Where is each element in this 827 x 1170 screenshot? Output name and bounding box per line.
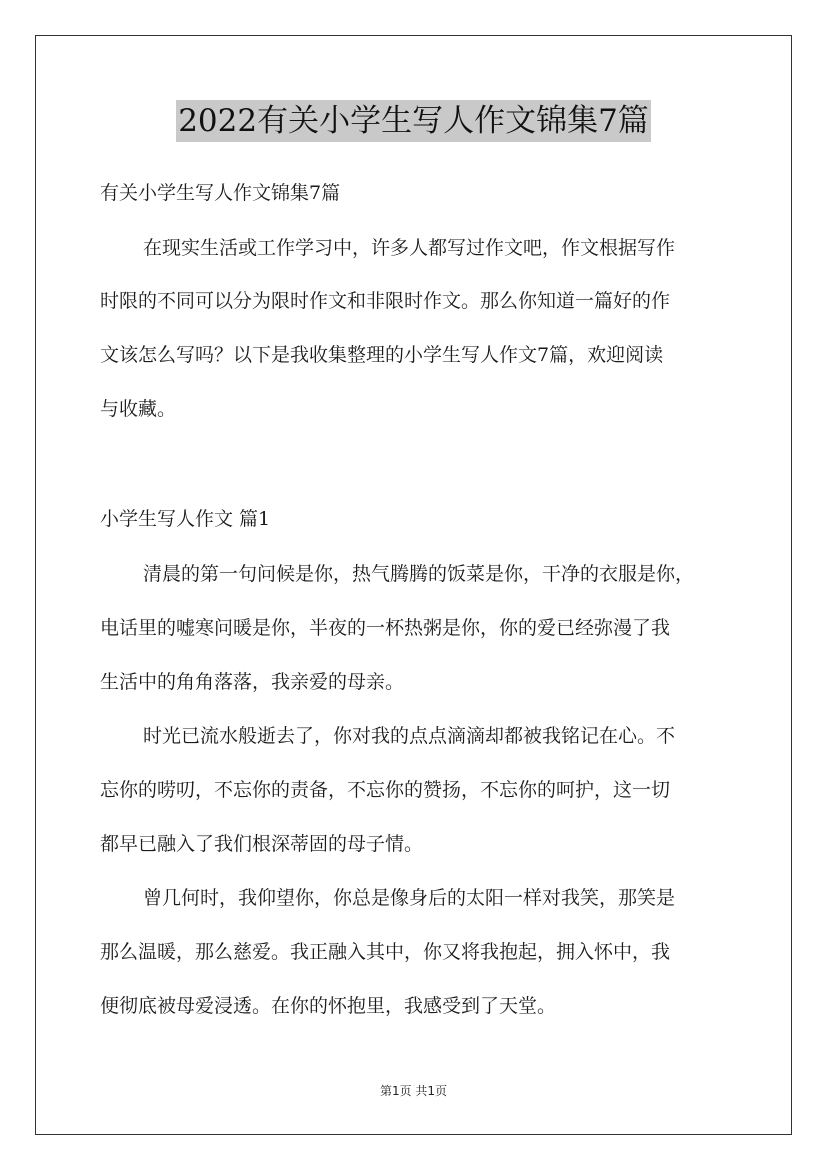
paragraph-line: 电话里的嘘寒问暖是你，半夜的一杯热粥是你，你的爱已经弥漫了我	[100, 617, 671, 639]
paragraph-line: 便彻底被母爱浸透。在你的怀抱里，我感受到了天堂。	[100, 995, 557, 1017]
document-title: 2022有关小学生写人作文锦集7篇	[176, 100, 651, 142]
title-container	[0, 100, 827, 142]
paragraph-line: 生活中的角角落落，我亲爱的母亲。	[100, 671, 405, 693]
paragraph-line: 那么温暖，那么慈爱。我正融入其中，你又将我抱起，拥入怀中，我	[100, 941, 671, 963]
page-footer: 第1页 共1页	[379, 1084, 448, 1098]
paragraph-line: 清晨的第一句问候是你，热气腾腾的饭菜是你，干净的衣服是你，	[143, 563, 695, 585]
paragraph-line: 时光已流水般逝去了，你对我的点点滴滴却都被我铭记在心。不	[143, 725, 676, 747]
intro-line: 文该怎么写吗？以下是我收集整理的小学生写人作文7篇，欢迎阅读	[100, 344, 664, 366]
intro-line: 在现实生活或工作学习中，许多人都写过作文吧，作文根据写作	[143, 237, 676, 259]
document-subtitle: 有关小学生写人作文锦集7篇	[100, 182, 341, 204]
intro-line: 时限的不同可以分为限时作文和非限时作文。那么你知道一篇好的作	[100, 290, 671, 312]
intro-line: 与收藏。	[100, 398, 177, 420]
section-heading: 小学生写人作文 篇1	[100, 508, 271, 530]
paragraph-line: 曾几何时，我仰望你，你总是像身后的太阳一样对我笑，那笑是	[143, 887, 676, 909]
paragraph-line: 忘你的唠叨，不忘你的责备，不忘你的赞扬，不忘你的呵护，这一切	[100, 779, 671, 801]
paragraph-line: 都早已融入了我们根深蒂固的母子情。	[100, 833, 424, 855]
